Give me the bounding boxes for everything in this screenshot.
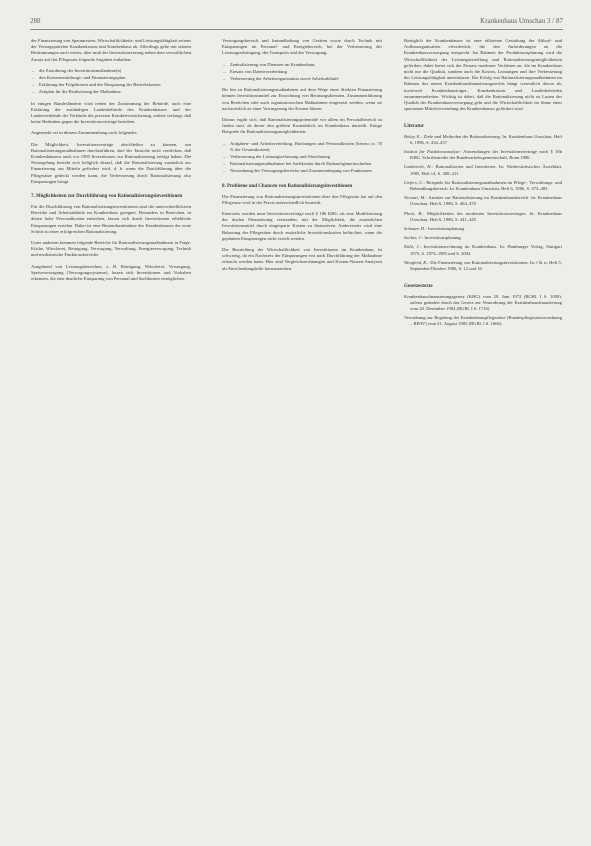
paragraph: Die Beurteilung der Wirtschaftlichkeit von Investitionen im Krankenhaus ist schwierig, da ein Nachweis der Einsparungen erst nach Durchführung der Maßnahme erbracht werden kann. Hier sind Vergleichsrechnungen und Kosten-Nutzen-Analysen als Entscheidungshilfe heranzuziehen. bbox=[222, 247, 382, 271]
text-column-1 bbox=[31, 38, 191, 818]
paragraph: Ausgehend von Leistungsbereichen, z. B. Reinigung, Wäscherei, Versorgung, Speiseversorgung (Versorgungssysteme), lassen sich Investitionen und Vorhaben erkennen, die eine deutliche Einsparung von Personal und Sachkosten ermöglichen. bbox=[31, 263, 191, 282]
reference-item bbox=[404, 164, 562, 176]
list-item: – Verbesserung der Arbeitsorganisation sowie Arbeitsabläufe bbox=[230, 76, 382, 82]
literature-heading: Literatur bbox=[404, 124, 424, 130]
paragraph: Versorgungsbereich und Instandhaltung von Geräten sowie durch Technik mit Einsparungen im Personal- und Energiebereich, bei der Verbesserung der Leistungserbringung, des Transports und der Versorgung. bbox=[222, 38, 382, 56]
reference-text: Ansätze zur Rationalisierung im Krankenhausbereich. In: Krankenhaus Umschau, Heft 6, 1986, S. 464–470 bbox=[410, 195, 562, 207]
paragraph: Für die Durchführung von Rationalisierungsinvestitionen sind die unterschiedlichsten Bereiche und Arbeitsabläufe im Krankenhaus geeignet. Besonders in Bereichen, in denen hohe Personalkosten entstehen, lassen sich durch Investitionen erhebliche Einsparungen erzielen. Dabei ist eine Bestandsaufnahme des Krankenhauses der erste Schritt zu einer erfolgreichen Rationalisierung. bbox=[31, 204, 191, 234]
reference-author: Schauer, H.: bbox=[404, 226, 427, 232]
reference-author: Sacher, J.: bbox=[404, 235, 424, 241]
section-heading: 7. Möglichkeiten zur Durchführung von Rationalisierungsinvestitionen bbox=[31, 194, 183, 200]
list-item: – Rationalisierungsmaßnahmen bei Sachkosten durch Einkaufsgemeinschaften bbox=[230, 161, 382, 167]
paragraph: Die Möglichkeit, Investitionsverträge abschließen zu können, um Rationalisierungsmaßnahmen durchzuführen, darf der Tatsache nicht verdecken, daß Krankenhäusern auch vor 1985 Investitionen zur Rationalisierung erfolgt haben. Die Neuregelung bezieht sich lediglich darauf, daß die Rationalisierung zusätzlich zur Finanzierung aus Mitteln gefördert wird, d. h. wenn die Durchführung über die Pflegesätze gedeckt werden kann, die Verbesserung durch Rationalisierung also Einsparungen bringt. bbox=[31, 141, 191, 184]
reference-text: Investitionsplanung bbox=[424, 235, 461, 241]
reference-text: Anwendungen der Investitionsverträge nach § 18b KHG. Schriftenreihe der Bundesarbeitsgemeinschaft, Bonn 1986 bbox=[410, 149, 562, 161]
list-item: – Erklärung der Folgekosten und der Einsparung der Betriebskosten bbox=[39, 82, 191, 88]
reference-author: Pleck, B.: bbox=[404, 210, 424, 216]
text-column-2 bbox=[222, 38, 382, 818]
reference-item bbox=[404, 134, 562, 146]
reference-item bbox=[404, 195, 562, 207]
reference-item bbox=[404, 244, 562, 256]
reference-author: Wengleid, K.: bbox=[404, 259, 430, 265]
reference-text: Investitionsrechnung im Krankenhaus. In: Hamburger Verlag, Stuttgart 1975, S. 1974–1985 und S. 2004 bbox=[410, 244, 562, 256]
paragraph: Die Finanzierung von Rationalisierungsinvestitionen über den Pflegesatz hat auf den Pflegesatz wird in der Praxis unterschiedlich beurteilt. bbox=[222, 193, 382, 205]
reference-item bbox=[404, 211, 562, 223]
paragraph: Angemerkt sei in diesem Zusammenhang noch folgendes: bbox=[31, 130, 138, 136]
reference-author: Nevzati, M.: bbox=[404, 195, 428, 201]
reference-text: Ziele und Methoden der Rationalisierung. In: Krankenhaus Umschau, Heft 6, 1986, S. 434–437 bbox=[410, 133, 562, 145]
reference-text: Möglichkeiten des modernen Investitionsvertrages. In: Krankenhaus Umschau, Heft 6, 1986, S. 441–445 bbox=[410, 210, 562, 222]
paragraph: Unter anderem kommen folgende Bereiche für Rationalisierungsmaßnahmen in Frage: Küche, Wäscherei, Reinigung, Versorgung, Verwaltung, Energieversorgung, Technik und medizinische Funktionsbereiche. bbox=[31, 240, 191, 258]
page-number: 288 bbox=[30, 17, 41, 25]
list-item: – Zeitplan für die Realisierung der Maßnahme bbox=[39, 89, 191, 95]
paragraph: Bis hin zu Rationalisierungsmaßnahmen auf dem Wege einer direkten Finanzierung können Investitionsmittel zur Einrichtung von Beratungsdiensten, Zusammenführung von Bereichen oder auch organisatorischen Maßnahmen eingesetzt werden, wenn sie nachweislich zu einer Verringerung der Kosten führen. bbox=[222, 87, 382, 111]
reference-author: Kühl, J.: bbox=[404, 244, 422, 250]
section-heading: 8. Probleme und Chancen von Rationalisierungsinvestitionen bbox=[222, 183, 353, 189]
page-header bbox=[30, 17, 563, 30]
reference-author: Institut für Funktionsanalyse: bbox=[404, 149, 462, 155]
list-item: – Aufgaben- und Arbeitsverteilung, Buchungen und Personalkosten (hierzu ca. 70 % der Gesamtkosten) bbox=[230, 141, 382, 153]
paragraph: Einerseits werden neue Investitionsverträge nach § 18b KHG als eine Modifizierung der dualen Finanzierung verstanden, mit der Möglichkeit, die zusätzlichen Investitionsmittel durch eingesparte Kosten zu finanzieren. Andererseits wird eine Belastung der Pflegesätze durch zusätzliche Investitionskosten befürchtet, wenn die geplanten Einsparungen nicht erzielt werden. bbox=[222, 211, 382, 241]
reference-text: Beispiele für Rationalisierungsmaßnahmen im Pflege-, Verwaltungs- und Behandlungsbereich. In: Krankenhaus Umschau, Heft 6, 1986, S. 473–483 bbox=[410, 179, 562, 192]
reference-text: Rationalisieren und Investieren. In: Niedersächsisches Ärzteblatt, 1985, Heft 14, S. 408–411 bbox=[410, 164, 562, 176]
reference-item bbox=[404, 235, 562, 241]
reference-author: Bolay, E.: bbox=[404, 133, 423, 139]
law-item: Krankenhausfinanzierungsgesetz (KHG) vom 29. Juni 1972 (BGBl. I S. 1009), zuletzt geändert durch das Gesetz zur Neuordnung der Krankenhausfinanzierung vom 20. Dezember 1984 (BGBl. I S. 1716) bbox=[404, 293, 562, 311]
list-item: – Verbesserung der Leistungserfassung und Abrechnung bbox=[230, 154, 382, 160]
paragraph: Daraus ergibt sich, daß Rationalisierungspotentiale vor allem im Personalbereich zu finden sind, da dieser den größten Kostenblock im Krankenhaus darstellt. Einige Beispiele für Rationalisierungsmöglichkeiten: bbox=[222, 117, 382, 135]
law-item: Verordnung zur Regelung der Krankenhauspflegesätze (Bundespflegesatzverordnung – BPflV) vom 21. August 1985 (BGBl. I S. 1666) bbox=[404, 315, 562, 327]
bullet-list bbox=[222, 141, 382, 175]
reference-text: Investitionsplanung bbox=[428, 226, 465, 232]
reference-item bbox=[404, 180, 562, 192]
bullet-list bbox=[222, 62, 382, 83]
journal-title: Krankenhaus Umschau 3 / 87 bbox=[480, 17, 563, 25]
list-item: – den Kostenermittlungs- und Finanzierungsplan bbox=[39, 75, 191, 81]
reference-item bbox=[404, 226, 562, 232]
law-texts-heading: Gesetzestexte bbox=[404, 284, 433, 290]
list-item: – Einsatz von Datenverarbeitung bbox=[230, 69, 382, 75]
list-item: – Neuordnung der Versorgungsbereiche und Zusammenlegung von Funktionen bbox=[230, 168, 382, 174]
list-item: – die Zuordnung der Investitionsmaßnahme(n) bbox=[39, 68, 191, 74]
text-column-3 bbox=[404, 38, 562, 818]
list-item: – Zentralisierung von Diensten im Krankenhaus bbox=[230, 62, 382, 68]
paragraph: Bezüglich der Krankenhäuser ist eine effiziente Gestaltung der Ablauf- und Aufbauorganisation erforderlich, die den Anforderungen an die Krankenhausversorgung entspricht. Im Rahmen der Produktionsplanung wird die Wirtschaftlichkeit der Leistungserstellung und Rationalisierungsmöglichkeiten gefördert, dabei bietet sich der Einsatz moderner Verfahren an, die im Krankenhaus nicht nur die Qualität, sondern auch die Kosten, Leistungen und ihre Verbesserung der Leistungsfähigkeit unterstützen. Der Erfolg von Rationalisierungsmaßnahmen im Rahmen des neuen Krankenhausfinanzierungsrechts hängt wesentlich davon ab, inwieweit Krankenhausträger, Krankenkassen und Landesbehörden zusammenarbeiten. Wichtig ist dabei, daß die Rationalisierung nicht zu Lasten der Qualität der Krankenhausversorgung geht und die Wirtschaftlichkeit im Sinne einer sparsamen Mittelverwendung des Krankenhauses gefördert wird. bbox=[404, 38, 562, 112]
reference-item bbox=[404, 149, 562, 161]
bullet-list bbox=[31, 68, 191, 96]
paragraph: der Finanzierung von Sparanreizen, Wirtschaftlichkeits- und Leistungsfähigkeit seitens der Vertragsparteien Krankenkassen und Krankenhaus ab. Allerdings gelte mit seinem Bestimmungen auch weiter, über muß der Investitionsvertrag neben dem verwaltlichen Zusatz auf das Pflegesatz folgende Angaben enthalten: bbox=[31, 38, 191, 62]
reference-text: Die Finanzierung von Rationalisierungsinvestitionen. In: f & w, Heft 5, September/Oktober 1986, S. 12 und 16 bbox=[410, 259, 562, 272]
reference-list bbox=[404, 134, 562, 273]
reference-author: Lambrecht, H.: bbox=[404, 164, 434, 170]
paragraph: In einigen Bundesländern wird neben der Zustimmung der Behörde, auch eine Erklärung der zuständigen Landesbehörde des Krankenhauses und der Landesverbände der Verbände der privaten Krankenversicherung, zuletzt verlangt, daß keine Bedenken gegen die Investitionsverträge bestehen. bbox=[31, 100, 191, 125]
reference-author: Liefers, C.: bbox=[404, 179, 425, 185]
reference-item bbox=[404, 260, 562, 272]
